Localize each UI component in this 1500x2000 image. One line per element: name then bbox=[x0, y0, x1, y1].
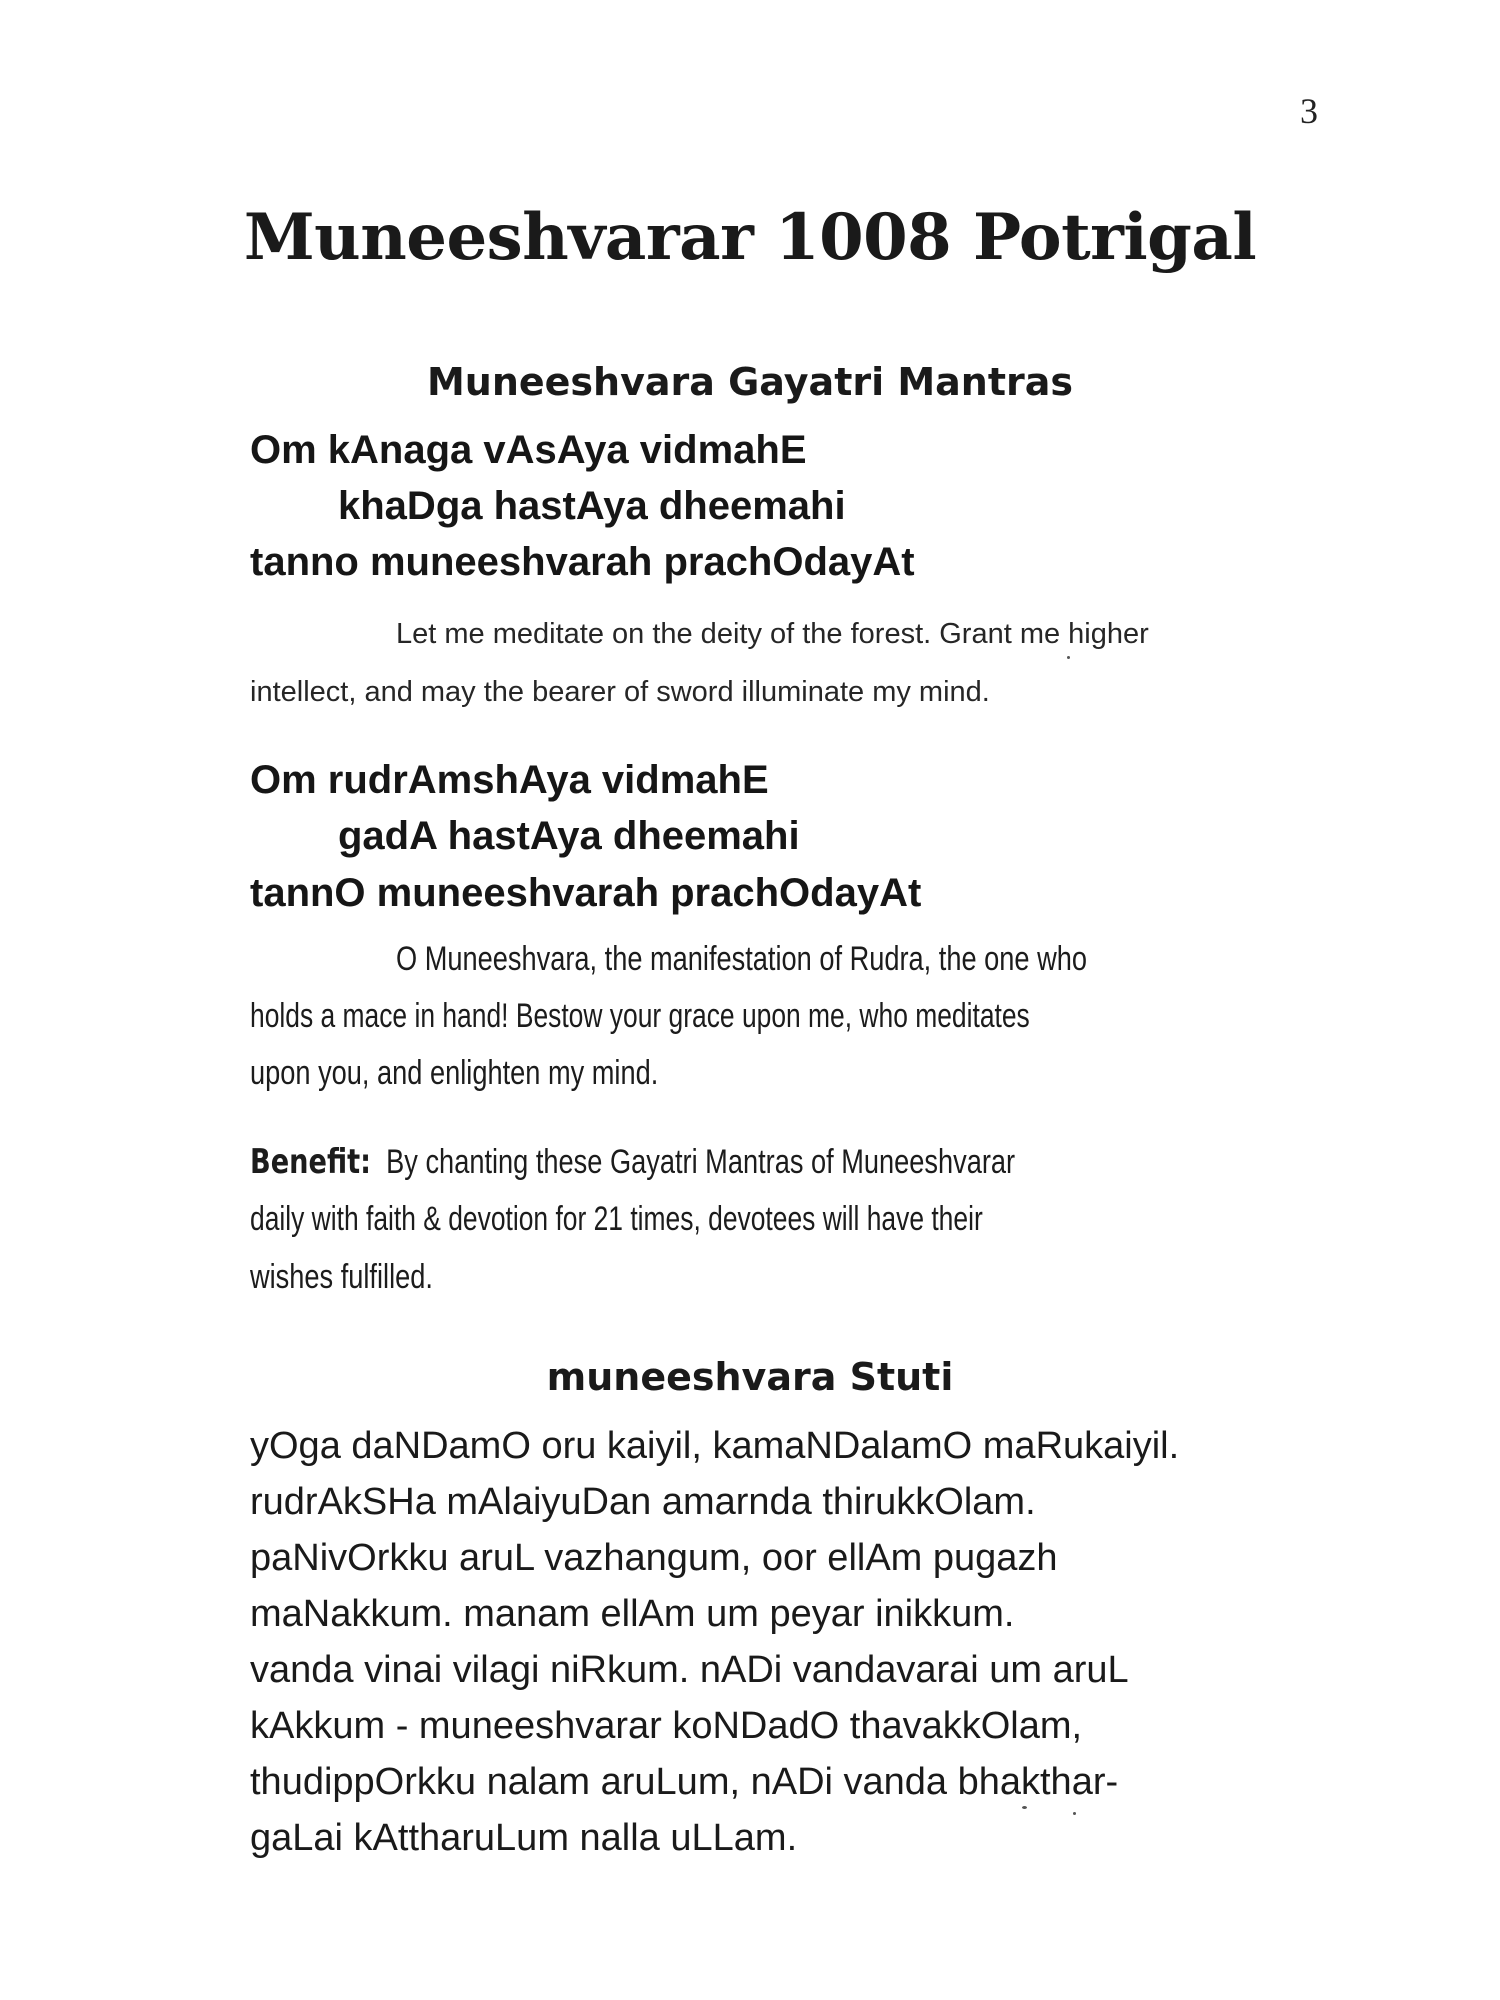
translation1-line1: Let me meditate on the deity of the forest. Grant me higher bbox=[396, 618, 1149, 650]
mantra1-line1: Om kAnaga vAsAya vidmahE bbox=[250, 428, 807, 472]
page-title: Muneeshvarar 1008 Potrigal bbox=[243, 200, 1257, 275]
stuti-heading: muneeshvara Stuti bbox=[546, 1355, 954, 1399]
benefit-line1 bbox=[250, 1142, 1015, 1182]
scan-speck bbox=[1073, 1812, 1076, 1815]
benefit-text-line1: By chanting these Gayatri Mantras of Muneeshvarar bbox=[386, 1143, 1016, 1181]
gayatri-heading: Muneeshvara Gayatri Mantras bbox=[426, 360, 1074, 404]
benefit-line3: wishes fulfilled. bbox=[250, 1258, 433, 1296]
page-number: 3 bbox=[1300, 91, 1318, 131]
stuti-line: kAkkum - muneeshvarar koNDadO thavakkOlam, bbox=[250, 1705, 1083, 1747]
stuti-line: vanda vinai vilagi niRkum. nADi vandavarai um aruL bbox=[250, 1649, 1129, 1691]
stuti-line: paNivOrkku aruL vazhangum, oor ellAm pugazh bbox=[250, 1537, 1058, 1579]
stuti-line: gaLai kAttharuLum nalla uLLam. bbox=[250, 1817, 798, 1859]
stuti-line: rudrAkSHa mAlaiyuDan amarnda thirukkOlam. bbox=[250, 1481, 1036, 1523]
translation1-line2: intellect, and may the bearer of sword illuminate my mind. bbox=[250, 676, 990, 708]
scan-speck bbox=[1022, 1806, 1027, 1809]
mantra1-line3: tanno muneeshvarah prachOdayAt bbox=[250, 540, 915, 584]
mantra2-line3: tannO muneeshvarah prachOdayAt bbox=[250, 871, 922, 915]
benefit-label: Benefit: bbox=[250, 1142, 372, 1182]
mantra2-line2: gadA hastAya dheemahi bbox=[338, 814, 800, 858]
scan-speck bbox=[1067, 656, 1070, 659]
stuti-line: thudippOrkku nalam aruLum, nADi vanda bhakthar- bbox=[250, 1761, 1119, 1803]
mantra2-line1: Om rudrAmshAya vidmahE bbox=[250, 758, 769, 802]
mantra1-line2: khaDga hastAya dheemahi bbox=[338, 484, 846, 528]
benefit-line2: daily with faith & devotion for 21 times, devotees will have their bbox=[250, 1200, 983, 1238]
translation2-line2: holds a mace in hand! Bestow your grace upon me, who meditates bbox=[250, 997, 1030, 1035]
translation2-line3: upon you, and enlighten my mind. bbox=[250, 1054, 659, 1092]
stuti-line: yOga daNDamO oru kaiyil, kamaNDalamO maRukaiyil. bbox=[250, 1425, 1180, 1467]
translation2-line1: O Muneeshvara, the manifestation of Rudra, the one who bbox=[396, 940, 1087, 978]
stuti-line: maNakkum. manam ellAm um peyar inikkum. bbox=[250, 1593, 1015, 1635]
